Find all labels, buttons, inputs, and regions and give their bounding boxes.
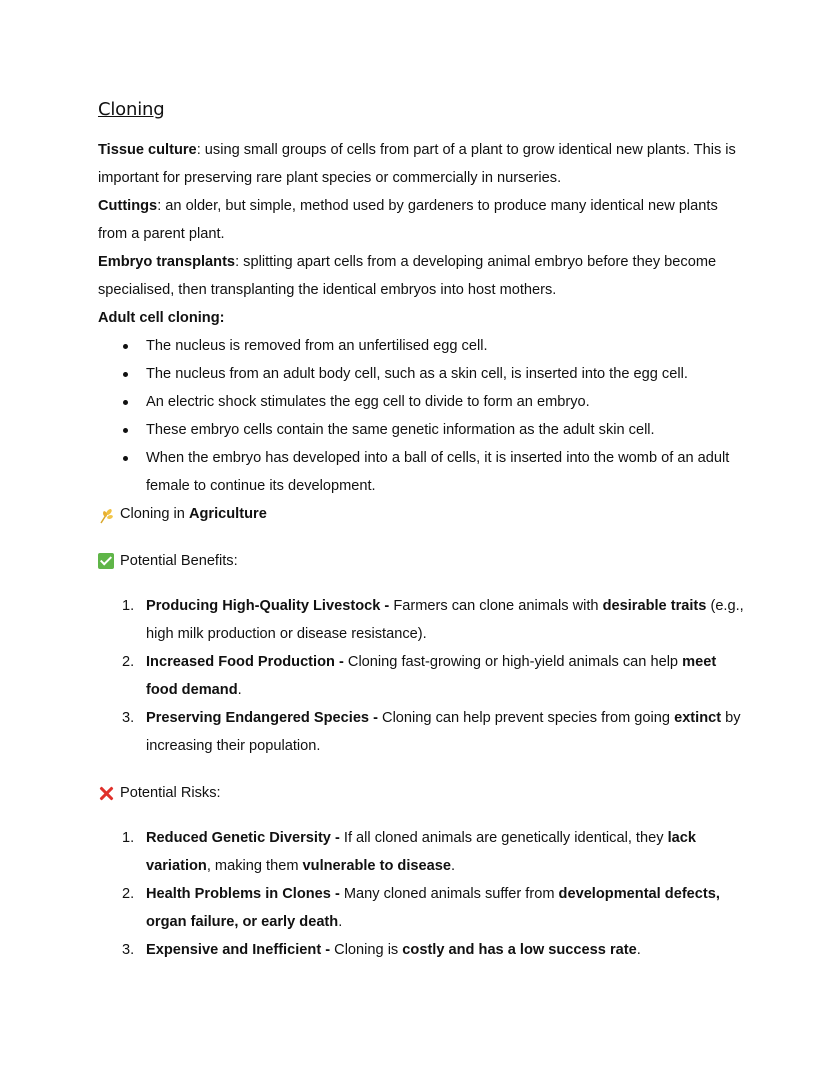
adult-cloning-steps [98,332,748,500]
benefits-heading: Potential Benefits: [98,547,748,575]
risks-list [98,824,748,964]
sheaf-of-rice-icon [98,506,114,522]
list-item: These embryo cells contain the same genetic information as the adult skin cell. [146,416,748,444]
list-item: The nucleus is removed from an unfertilised egg cell. [146,332,748,360]
cross-mark-icon [98,785,114,801]
definition-tissue-culture: Tissue culture: using small groups of cells from part of a plant to grow identical new plants. This is important for preserving rare plant species or commercially in nurseries. [98,142,736,186]
list-item: When the embryo has developed into a ball of cells, it is inserted into the womb of an adult female to continue its development. [146,444,748,500]
list-item: 2. Health Problems in Clones - Many cloned animals suffer from developmental defects, organ failure, or early death. [122,886,720,930]
list-item: 3. Preserving Endangered Species - Cloning can help prevent species from going extinct by increasing their population. [122,710,741,754]
list-item: The nucleus from an adult body cell, such as a skin cell, is inserted into the egg cell. [146,360,748,388]
definition-embryo-transplants: Embryo transplants: splitting apart cells from a developing animal embryo before they become specialised, then transplanting the identical embryos into host mothers. [98,254,717,298]
agriculture-heading: Cloning in Agriculture [98,500,748,528]
document-page [98,98,748,964]
definition-cuttings: Cuttings: an older, but simple, method used by gardeners to produce many identical new plants from a parent plant. [98,198,718,242]
list-item: 1. Producing High-Quality Livestock - Farmers can clone animals with desirable traits (e.g., high milk production or disease resistance). [122,598,744,642]
risks-heading: Potential Risks: [98,779,748,807]
list-item: 2. Increased Food Production - Cloning fast-growing or high-yield animals can help meet food demand. [122,654,717,698]
page-title: Cloning [98,99,165,120]
check-mark-icon [98,553,114,569]
adult-cloning-heading: Adult cell cloning: [98,310,225,326]
list-item: An electric shock stimulates the egg cell to divide to form an embryo. [146,388,748,416]
list-item: 3. Expensive and Inefficient - Cloning is costly and has a low success rate. [122,942,641,958]
benefits-list [98,592,748,760]
list-item: 1. Reduced Genetic Diversity - If all cloned animals are genetically identical, they lack variation, making them vulnerable to disease. [122,830,696,874]
